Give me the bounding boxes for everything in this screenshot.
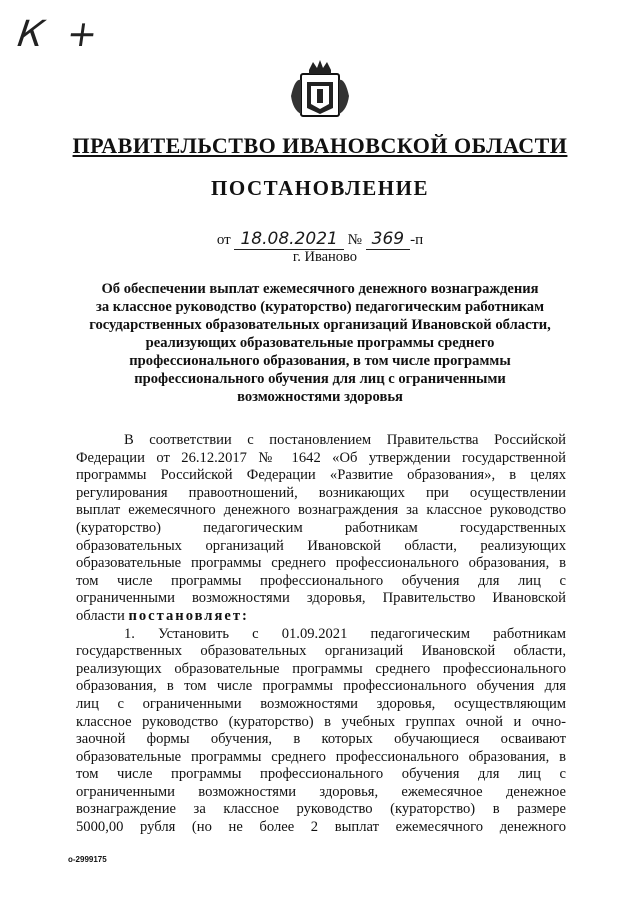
number-suffix: -п [410, 232, 424, 248]
body-line-resolution [76, 608, 566, 626]
body-line: 1. Установить с 01.09.2021 педагогическим работникам [124, 625, 566, 642]
handwritten-mark: К + [15, 14, 107, 55]
subject-line: государственных образовательных организаций Ивановской области, [89, 317, 551, 333]
org-title: ПРАВИТЕЛЬСТВО ИВАНОВСКОЙ ОБЛАСТИ [72, 133, 568, 158]
body-line: том числе программы профессионального обучения для лиц с [76, 572, 566, 589]
body-line: образовательных организаций Ивановской области, реализующих [76, 537, 566, 554]
document-number: 369 [366, 229, 410, 250]
resolution-prefix: области [76, 607, 125, 624]
document-body [76, 432, 566, 837]
footer-code: о-2999175 [68, 855, 107, 864]
subject-line: профессионального обучения для лиц с ограниченными [134, 371, 506, 387]
city: г. Иваново [292, 249, 358, 265]
subject-line: Об обеспечении выплат ежемесячного денежного вознаграждения [101, 281, 539, 297]
document-type: ПОСТАНОВЛЕНИЕ [211, 176, 429, 200]
body-line: 5000,00 рубля (но не более 2 выплат ежемесячного денежного [76, 819, 566, 836]
body-line: вознаграждение за классное руководство (кураторство) в размере [76, 801, 566, 818]
body-line: том числе программы профессионального обучения для лиц с [76, 766, 566, 783]
body-line: государственных образовательных организаций Ивановской области, [76, 643, 566, 660]
body-line: (кураторство) педагогическим работникам государственных [76, 519, 566, 536]
subject-line: профессионального образования, в том числе программы [129, 353, 511, 369]
body-line: регулирования правоотношений, возникающих при осуществлении [76, 484, 566, 501]
body-line: реализующих образовательные программы среднего профессионального [76, 660, 566, 677]
document-subject [60, 280, 580, 406]
body-line: образовательные программы среднего профессионального образования, в [76, 555, 566, 572]
body-line: ограниченными возможностями здоровья, ежемесячное денежное [76, 783, 566, 800]
body-line: Федерации от 26.12.2017 № 1642 «Об утверждении государственной [76, 449, 566, 466]
body-line: ограниченными возможностями здоровья, Правительство Ивановской [76, 590, 566, 607]
subject-line: возможностями здоровья [237, 389, 403, 405]
document-date: 18.08.2021 [234, 229, 343, 250]
coat-of-arms-icon [287, 56, 353, 122]
body-line: выплат ежемесячного денежного вознаграждения за классное руководство [76, 502, 566, 519]
number-label: № [347, 232, 362, 248]
body-line: программы Российской Федерации «Развитие образования», в целях [76, 467, 566, 484]
body-line: образовательные программы среднего профессионального образования, в [76, 748, 566, 765]
subject-line: реализующих образовательные программы среднего [145, 335, 495, 351]
body-line: образования, в том числе программы профессионального обучения для [76, 678, 566, 695]
subject-line: за классное руководство (кураторство) педагогическим работникам [95, 299, 545, 315]
resolution-word: постановляет: [128, 607, 249, 624]
body-line: классное руководство (кураторство) в учебных группах очной и очно- [76, 713, 566, 730]
body-line: заочной формы обучения, в которых обучающиеся осваивают [76, 731, 566, 748]
body-line: лиц с ограниченными возможностями здоровья, осуществляющим [76, 695, 566, 712]
from-label: от [216, 232, 231, 248]
body-line: В соответствии с постановлением Правительства Российской [124, 432, 566, 448]
date-number-line [0, 229, 640, 249]
